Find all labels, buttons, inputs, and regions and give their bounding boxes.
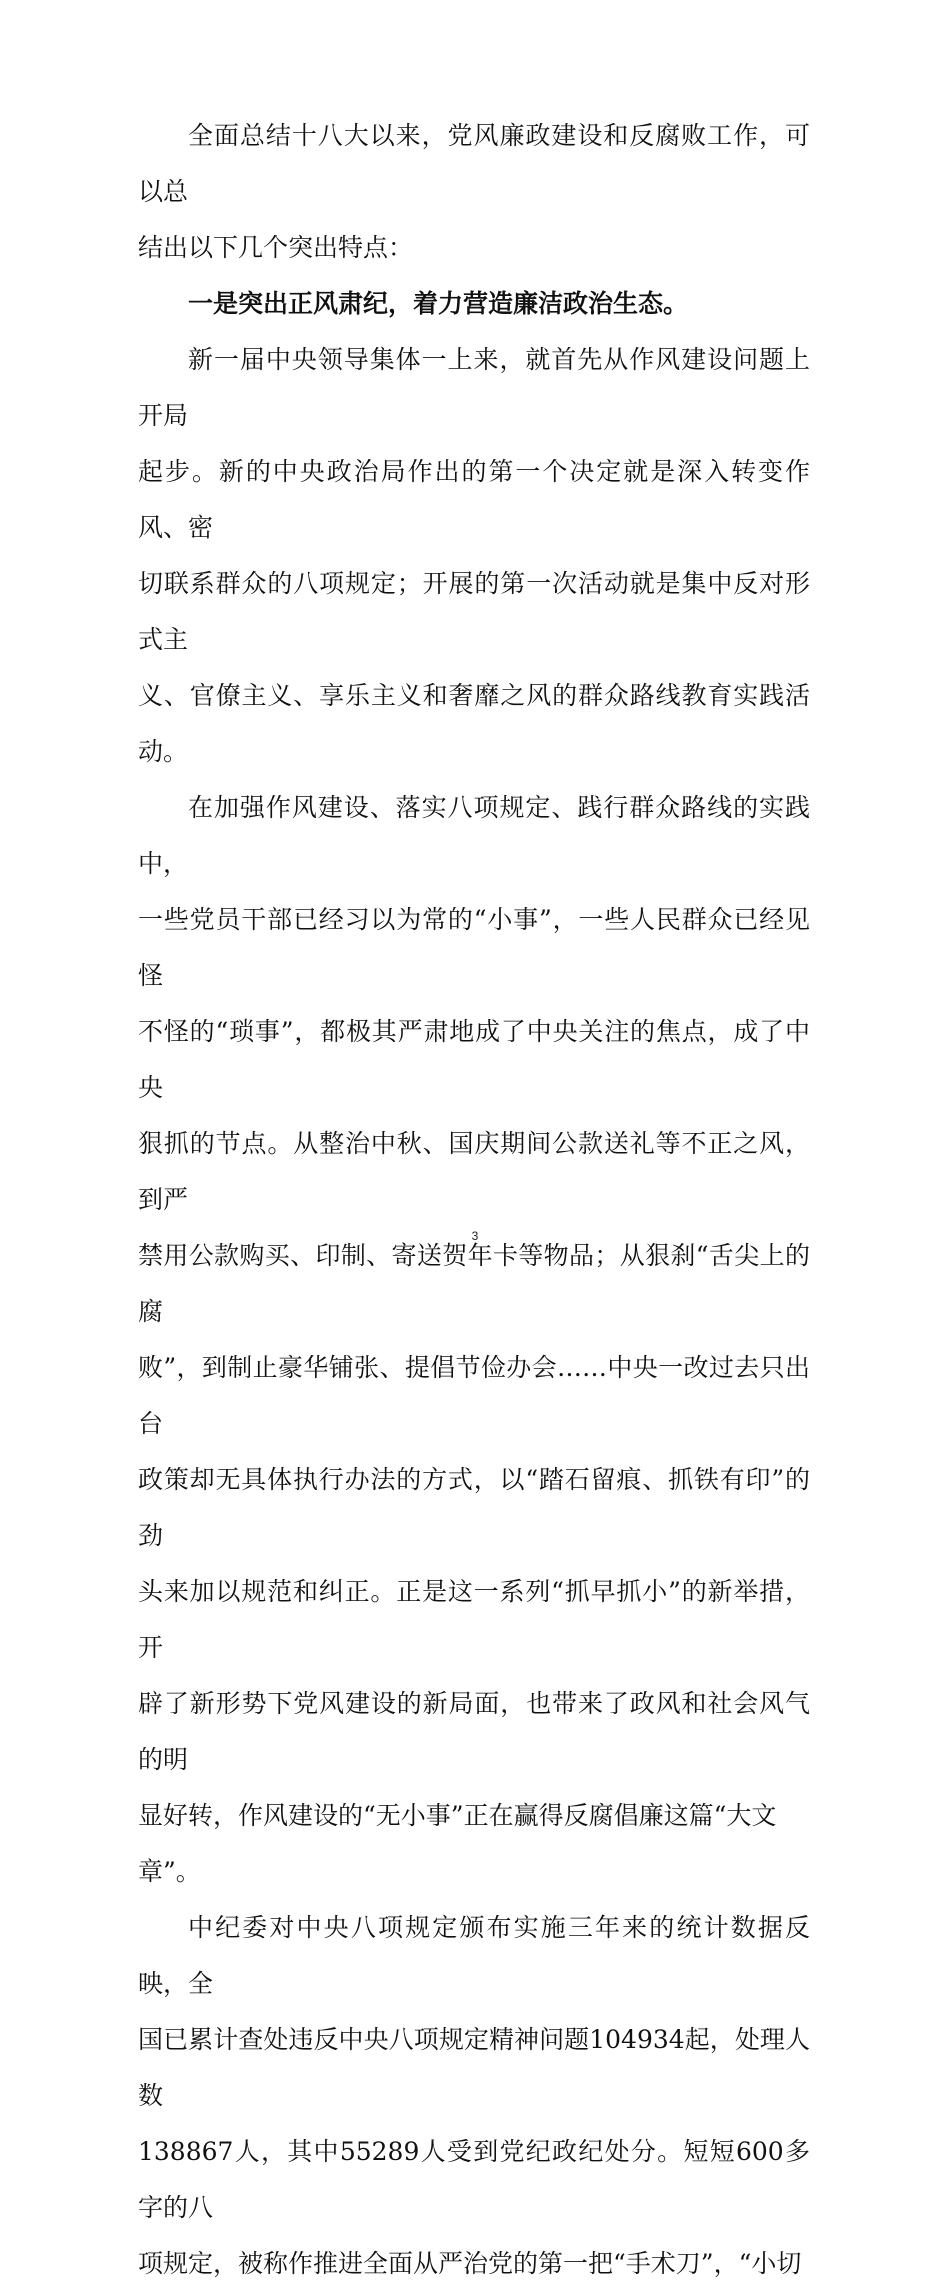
document-body [138,108,810,2292]
paragraph-statistics: 中纪委对中央八项规定颁布实施三年来的统计数据反映，全 国已累计查处违反中央八项规定精神问题104934起，处理人数 138867人，其中55289人受到党纪政纪处分。短短600多字的八 项规定，被称作推进全面从严治党的第一把“手术刀”，“小切 [138,1913,810,2278]
paragraph-practice: 在加强作风建设、落实八项规定、践行群众路线的实践中， 一些党员干部已经习以为常的“小事”，一些人民群众已经见怪 不怪的“琐事”，都极其严肃地成了中央关注的焦点，成了中央 狠抓的节点。从整治中秋、国庆期间公款送礼等不正之风，到严 禁用公款购买、印制、寄送贺年卡等物品；从狠刹“舌尖上的腐 败”，到制止豪华铺张、提倡节俭办会……中央一改过去只出台 政策却无具体执行办法的方式，以“踏石留痕、抓铁有印”的劲 头来加以规范和纠正。正是这一系列“抓早抓小”的新举措，开 辟了新形势下党风建设的新局面，也带来了政风和社会风气的明 显好转，作风建设的“无小事”正在赢得反腐倡廉这篇“大文 章”。 [138,793,810,1886]
section-heading: 一是突出正风肃纪，着力营造廉洁政治生态。 [188,289,689,318]
page-number: 3 [471,1229,479,1243]
paragraph-intro: 全面总结十八大以来，党风廉政建设和反腐败工作，可以总 结出以下几个突出特点： [138,121,810,262]
paragraph-leadership: 新一届中央领导集体一上来，就首先从作风建设问题上开局 起步。新的中央政治局作出的第一个决定就是深入转变作风、密 切联系群众的八项规定；开展的第一次活动就是集中反对形式主 义、官僚主义、享乐主义和奢靡之风的群众路线教育实践活动。 [138,345,810,766]
